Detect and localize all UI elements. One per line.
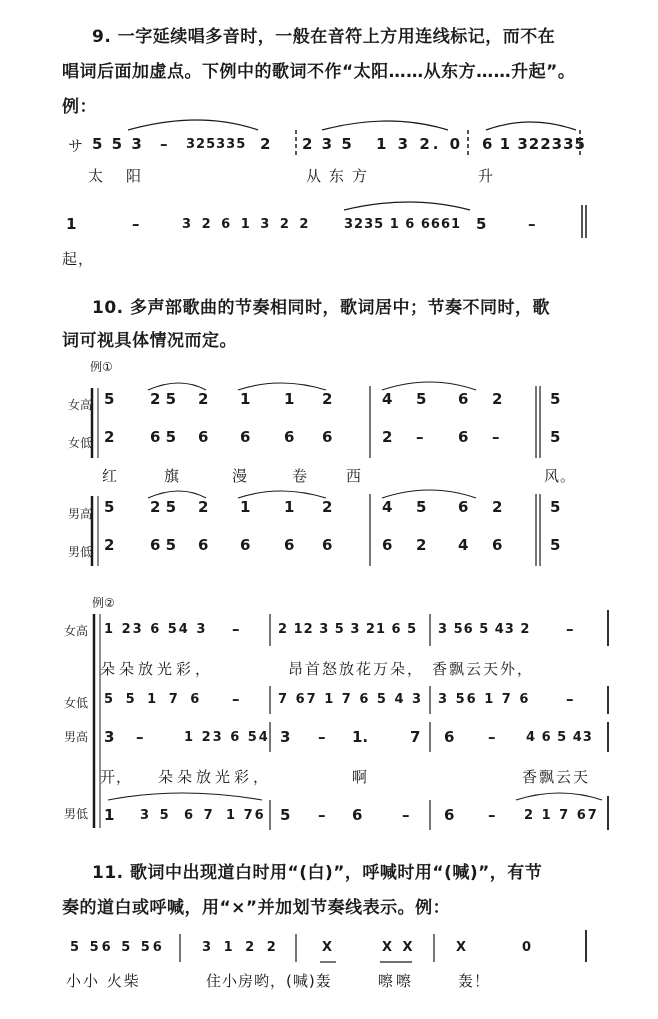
dash: – [232, 690, 240, 708]
part-label: 女低 [64, 696, 89, 710]
lyric: 啊 [352, 768, 369, 786]
note: 2 [322, 498, 333, 516]
note-group: 4 6 5 43 [526, 730, 593, 745]
example1-label: 例① [90, 360, 113, 374]
note: 5 [104, 498, 115, 516]
sec9-line2: 唱词后面加虚点。下例中的歌词不作“太阳……从东方……升起”。 [62, 62, 576, 82]
part-label: 男低 [68, 545, 93, 559]
lyric: 住小房哟， [206, 972, 287, 990]
lyric: 香飘云天外， [432, 660, 535, 678]
note: 2 [198, 498, 209, 516]
note: 6 [382, 536, 393, 554]
note: 6 [458, 428, 469, 446]
note-group: 3 56 1 7 6 [438, 692, 531, 707]
part-label: 女低 [68, 436, 93, 450]
sec11-line2: 奏的道白或呼喊，用“×”并加划节奏线表示。例： [62, 898, 451, 918]
note-group: 6 7 [184, 808, 216, 823]
rhythm-x: X X [382, 940, 416, 955]
part-label: 男低 [64, 807, 89, 821]
note: 1. [352, 728, 369, 746]
lyric: 太 [88, 167, 105, 185]
note: 5 [104, 390, 115, 408]
note-group: 1 23 6 54 3 [104, 622, 208, 637]
note-group: 2 3 5 [302, 135, 354, 153]
lyric: 风。 [544, 467, 577, 485]
lyric: 起， [62, 250, 95, 268]
sec9-line1: 9. 一字延续唱多音时，一般在音符上方用连线标记，而不在 [92, 27, 556, 47]
note: 6 [284, 428, 295, 446]
note: 6 [240, 428, 251, 446]
note: 2 [104, 536, 115, 554]
note: 2 [416, 536, 427, 554]
dash: – [318, 728, 326, 746]
note-group: 3 56 5 43 2 [438, 622, 531, 637]
dash: – [232, 620, 240, 638]
note: 1 [240, 498, 251, 516]
dash: – [566, 690, 574, 708]
note: 6 [240, 536, 251, 554]
lyric: 轰！ [458, 972, 491, 990]
dash: – [132, 215, 140, 233]
rest: 0 [522, 940, 533, 955]
note: 5 [550, 390, 561, 408]
lyric: 香飘云天 [522, 768, 591, 786]
sec9-example-label: 例： [62, 97, 97, 117]
sec10-line2: 词可视具体情况而定。 [62, 331, 237, 351]
note: 6 [322, 536, 333, 554]
note: 3 [104, 728, 115, 746]
note: 5 [550, 498, 561, 516]
note: 6 [198, 536, 209, 554]
dash: – [318, 806, 326, 824]
note: 6 [492, 536, 503, 554]
note: 4 [382, 390, 393, 408]
note: 5 [476, 215, 487, 233]
rhythm-x: X [456, 940, 468, 955]
note: 2 [492, 390, 503, 408]
lyric: 小小 火柴 [66, 972, 141, 990]
lyric: 升 [478, 167, 495, 185]
dash: – [492, 428, 500, 446]
note-group: 3235 1 6 6661 [344, 217, 462, 232]
note: 6 5 [150, 536, 177, 554]
lyric: 旗 [164, 467, 181, 485]
sec10-line1: 10. 多声部歌曲的节奏相同时，歌词居中；节奏不同时，歌 [92, 298, 551, 318]
note: 6 [322, 428, 333, 446]
lyric: 昂首怒放花万朵， [288, 660, 425, 678]
note: 7 [410, 728, 421, 746]
note: 1 [104, 806, 115, 824]
lyric: 阳 [126, 167, 143, 185]
note: 2 [198, 390, 209, 408]
note: 6 5 [150, 428, 177, 446]
note: 6 [198, 428, 209, 446]
note: 2 [322, 390, 333, 408]
note: 5 [550, 428, 561, 446]
note-group: 3 1 2 2 [202, 940, 280, 955]
lyric: 漫 [232, 467, 249, 485]
dash: – [488, 806, 496, 824]
dash: – [402, 806, 410, 824]
part-label: 女高 [64, 624, 89, 638]
note: 6 [352, 806, 363, 824]
lyric: 嚓嚓 [378, 972, 415, 990]
note: 1 [284, 390, 295, 408]
note: 2 [104, 428, 115, 446]
note-group: 325335 [186, 137, 247, 152]
note-group: 5 56 5 56 [70, 940, 165, 955]
note-group: 1 76 [226, 808, 266, 823]
rhythm-x: X [322, 940, 334, 955]
lyric: 朵朵放光彩， [100, 660, 215, 678]
note-group: 2 12 3 5 3 21 6 5 [278, 622, 418, 637]
dash: – [488, 728, 496, 746]
lyric: 从东方 [306, 167, 376, 185]
lyric: 红 [102, 467, 119, 485]
note: 3 [280, 728, 291, 746]
note-group: 1 23 6 54 [184, 730, 270, 745]
note-group: 6 1 322335 [482, 135, 586, 153]
lyric: 卷 [292, 467, 309, 485]
note-group: 3 2 6 1 3 2 2 [182, 217, 312, 232]
note: 5 [280, 806, 291, 824]
note: 5 [416, 498, 427, 516]
note: 6 [458, 498, 469, 516]
note: 5 [550, 536, 561, 554]
dash: – [136, 728, 144, 746]
example2-label: 例② [92, 596, 115, 610]
lyric: 开， [100, 768, 133, 786]
dash: – [528, 215, 536, 233]
lyric: 朵朵放光彩， [158, 768, 273, 786]
part-label: 女高 [68, 398, 93, 412]
part-label: 男高 [64, 730, 89, 744]
note: 2 5 [150, 498, 177, 516]
sec11-line1: 11. 歌词中出现道白时用“(白)”，呼喊时用“(喊)”，有节 [92, 863, 543, 883]
dash: – [160, 135, 168, 153]
note: 2 [492, 498, 503, 516]
lyric: 西 [346, 467, 363, 485]
part-label: 男高 [68, 507, 93, 521]
free-tempo-mark: サ [68, 137, 84, 155]
note: 6 [444, 728, 455, 746]
note: 2 5 [150, 390, 177, 408]
note: 6 [444, 806, 455, 824]
note-group: 5 5 1 7 6 [104, 692, 204, 707]
note-group: 5 5 3 [92, 135, 144, 153]
note: 1 [240, 390, 251, 408]
note: 6 [458, 390, 469, 408]
note: 6 [284, 536, 295, 554]
note-group: 7 67 1 7 6 5 4 3 [278, 692, 424, 707]
lyric: (喊)轰 [286, 972, 332, 990]
note-group: 2 1 7 67 [524, 808, 599, 823]
note: 4 [458, 536, 469, 554]
note: 2 [382, 428, 393, 446]
dash: – [416, 428, 424, 446]
note-group: 3 5 [140, 808, 172, 823]
dash: – [566, 620, 574, 638]
note-group: 1 3 2. 0 [376, 135, 464, 153]
note: 1 [284, 498, 295, 516]
note: 2 [260, 135, 271, 153]
note: 1 [66, 215, 77, 233]
note: 5 [416, 390, 427, 408]
note: 4 [382, 498, 393, 516]
